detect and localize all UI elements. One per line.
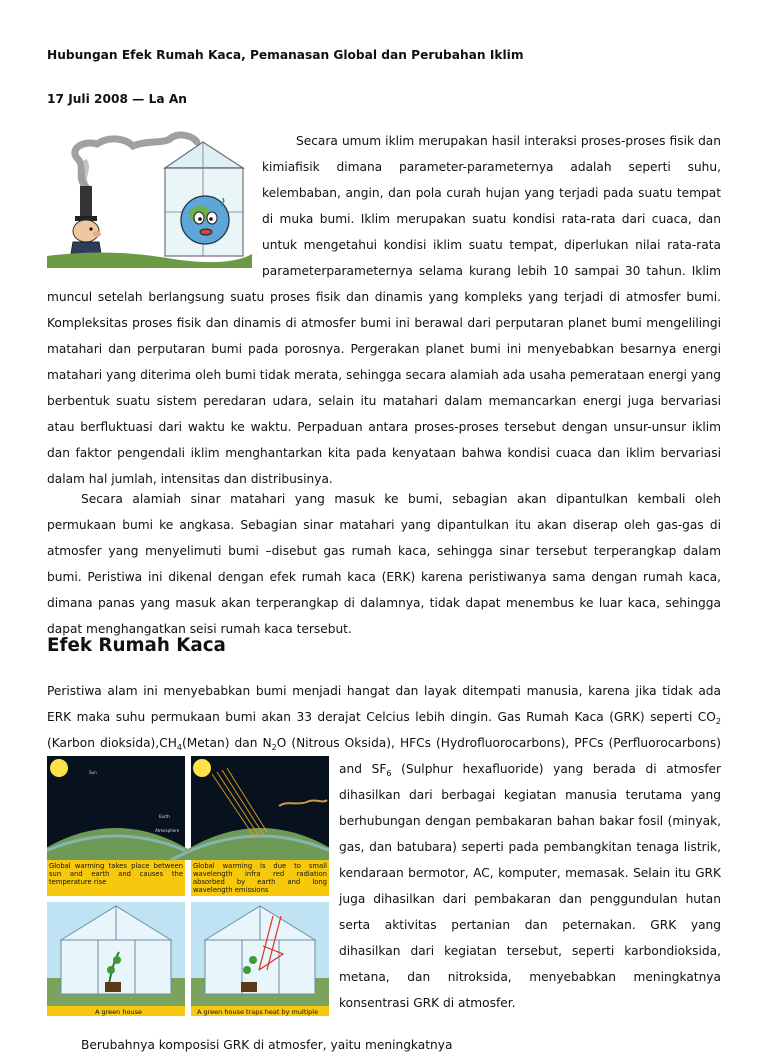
caption-panel-2: Global warming is due to small wavelength infra red radiation absorbed by earth and long wavelength emissions — [193, 862, 327, 894]
paragraph-3-part-e: (Sulphur hexafluoride) yang berada di atmosfer dihasilkan dari berbagai kegiatan manusia terutama yang berhubungan dengan pembakaran bahan bakar fosil (minyak, gas, dan batubara) seperti pada pembangkitan tenaga listrik, kendaraan bermotor, AC, komputer, memasak. Selain itu GRK juga dihasilkan dari pembakaran dan penggundulan hutan serta aktivitas pertanian dan peternakan. GRK yang dihasilkan dari kegiatan tersebut, seperti karbondioksida, metana, dan nitroksida, menyebabkan meningkatnya konsentrasi GRK di atmosfer. — [339, 762, 721, 1010]
caption-panel-1: Global warming takes place between sun and earth and causes the temperature rise — [49, 862, 183, 886]
caption-panel-3: A green house — [95, 1008, 142, 1016]
paragraph-3-part-a: Peristiwa alam ini menyebabkan bumi menjadi hangat dan layak ditempati manusia, karena jika tidak ada ERK maka suhu permukaan bumi akan 33 derajat Celcius lebih dingin. Gas Rumah Kaca (GRK) seperti CO — [47, 684, 721, 724]
paragraph-3 — [47, 678, 721, 1016]
paragraph-3-part-d: O (Nitrous Oksida), HFCs (Hydrofluorocarbons), PFCs (Perfluorocarbons) and SF — [276, 736, 721, 776]
meta-separator: — — [127, 92, 149, 106]
greenhouse-cartoon — [47, 128, 252, 268]
paragraph-4: Berubahnya komposisi GRK di atmosfer, yaitu meningkatnya — [81, 1038, 453, 1052]
caption-panel-4: A green house traps heat by multiple — [197, 1008, 319, 1016]
panel-sun-earth — [47, 756, 205, 896]
article-author: La An — [148, 92, 187, 106]
subscript: 2 — [271, 743, 277, 752]
paragraph-3-part-b: (Karbon dioksida),CH — [47, 736, 177, 750]
paragraph-3-section — [47, 678, 721, 1058]
panel-radiation — [171, 756, 329, 896]
intro-section — [47, 128, 721, 492]
paragraph-1: Secara umum iklim merupakan hasil interaksi proses-proses fisik dan kimiafisik dimana parameter-parameternya adalah seperti suhu, kelembaban, angin, dan pola curah hujan yang terjadi pada suatu tempat di muka bumi. Iklim merupakan suatu kondisi rata-rata dari cuaca, dan untuk mengetahui kondisi iklim suatu tempat, diperlukan nilai rata-rata parameterparameternya selama kurang lebih 10 sampai 30 tahun. Iklim muncul setelah berlangsung suatu proses fisik dan dinamis yang kompleks yang terjadi di atmosfer bumi. Kompleksitas proses fisik dan dinamis di atmosfer bumi ini berawal dari perputaran planet bumi mengelilingi matahari dan perputaran bumi pada porosnya. Pergerakan planet bumi ini menyebabkan besarnya energi matahari yang diterima oleh bumi tidak merata, sehingga secara alamiah ada usaha pemerataan energi yang berbentuk suatu sistem peredaran udara, selain itu matahari dalam memancarkan energi juga bervariasi atau berfluktuasi dari waktu ke waktu. Perpaduan antara proses-proses tersebut dengan unsur-unsur iklim dan faktor pengendali iklim menghantarkan kita pada kenyataan bahwa kondisi cuaca dan iklim bervariasi dalam hal jumlah, intensitas dan distribusinya. — [47, 134, 721, 486]
section-heading-efek-rumah-kaca: Efek Rumah Kaca — [47, 635, 226, 656]
paragraph-3-part-c: (Metan) dan N — [181, 736, 272, 750]
panel-greenhouse — [47, 902, 185, 1016]
panel-greenhouse-heat — [191, 902, 329, 1016]
article-date: 17 Juli 2008 — [47, 92, 128, 106]
label-sun: Sun — [89, 770, 97, 775]
subscript: 4 — [176, 743, 182, 752]
subscript: 2 — [715, 717, 721, 726]
label-atmosphere: Atmosphere — [155, 828, 180, 833]
paragraph-2: Secara alamiah sinar matahari yang masuk ke bumi, sebagian akan dipantulkan kembali oleh permukaan bumi ke angkasa. Sebagian sinar matahari yang dipantulkan itu akan diserap oleh gas-gas di atmosfer yang menyelimuti bumi –disebut gas rumah kaca, sehingga sinar tersebut terperangkap dalam bumi. Peristiwa ini dikenal dengan efek rumah kaca (ERK) karena peristiwanya sama dengan rumah kaca, dimana panas yang masuk akan terperangkap di dalamnya, tidak dapat menembus ke luar kaca, sehingga dapat menghangatkan seisi rumah kaca tersebut. — [47, 492, 721, 636]
label-earth: Earth — [159, 814, 170, 819]
article-meta — [47, 86, 187, 112]
global-warming-diagram — [47, 756, 329, 1016]
article-title: Hubungan Efek Rumah Kaca, Pemanasan Global dan Perubahan Iklim — [47, 48, 524, 62]
subscript: 6 — [386, 769, 392, 778]
